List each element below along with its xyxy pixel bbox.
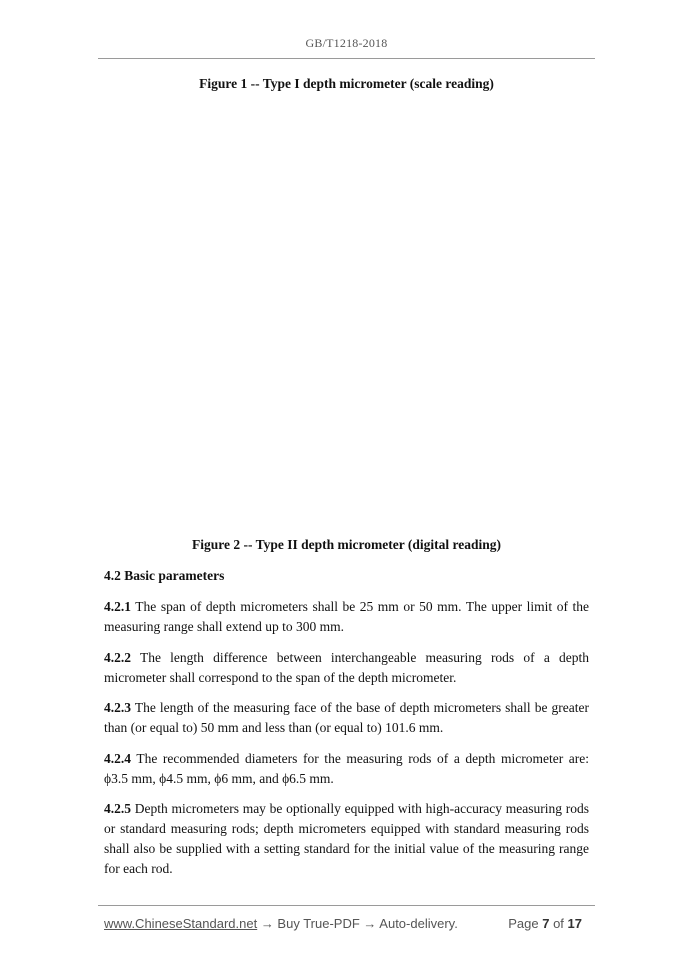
clause-number: 4.2.5 — [104, 801, 131, 816]
clause-text: The length of the measuring face of the base of depth micrometers shall be greater than (or equal to) 50 mm and less than (or equal to) 101.6 mm. — [104, 700, 589, 735]
figure-1-image-area — [104, 100, 589, 530]
header-divider — [98, 58, 595, 59]
clause-text: Depth micrometers may be optionally equipped with high-accuracy measuring rods or standard measuring rods; depth micrometers equipped with standard measuring rods shall also be supplied with a setting standard for the initial value of the measuring range for each rod. — [104, 801, 590, 876]
paragraph-4-2-5 — [104, 799, 589, 879]
clause-number: 4.2.1 — [104, 599, 131, 614]
clause-text: The recommended diameters for the measuring rods of a depth micrometer are: ϕ3.5 mm, ϕ4.5 mm, ϕ6 mm, and ϕ6.5 mm. — [104, 751, 589, 786]
site-link[interactable]: www.ChineseStandard.net — [104, 916, 258, 931]
page-of: of — [553, 916, 564, 931]
figure-2-caption: Figure 2 -- Type II depth micrometer (digital reading) — [192, 537, 501, 552]
page-label: Page — [508, 916, 539, 931]
clause-number: 4.2.3 — [104, 700, 131, 715]
paragraph-4-2-4 — [104, 749, 589, 789]
clause-number: 4.2.4 — [104, 751, 131, 766]
figure-1-caption: Figure 1 -- Type I depth micrometer (scale reading) — [199, 76, 494, 91]
page-total: 17 — [567, 916, 582, 931]
clause-text: The span of depth micrometers shall be 25 mm or 50 mm. The upper limit of the measuring range shall extend up to 300 mm. — [104, 599, 589, 634]
page-current: 7 — [542, 916, 550, 931]
footer-promo — [104, 916, 458, 931]
clause-number: 4.2.2 — [104, 650, 131, 665]
paragraph-4-2-2 — [104, 648, 589, 688]
paragraph-4-2-1 — [104, 597, 589, 637]
paragraph-4-2-3 — [104, 698, 589, 738]
footer-divider — [98, 905, 595, 906]
page-number — [508, 916, 582, 931]
document-id: GB/T1218-2018 — [305, 36, 388, 50]
section-heading: 4.2 Basic parameters — [104, 568, 225, 583]
clause-text: The length difference between interchangeable measuring rods of a depth micrometer shall correspond to the span of the depth micrometer. — [104, 650, 589, 685]
footer-tagline: → Buy True-PDF → Auto-delivery. — [257, 916, 458, 931]
